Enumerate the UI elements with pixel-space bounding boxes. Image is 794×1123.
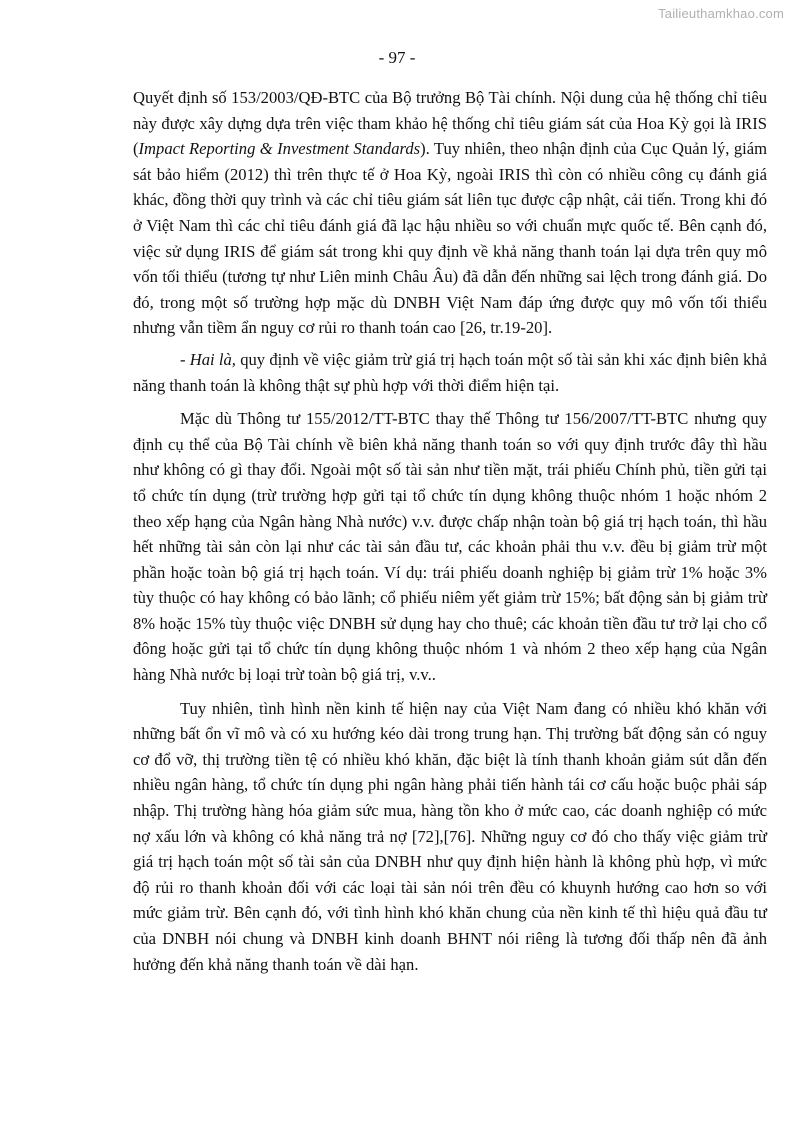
- iris-full-name: Impact Reporting & Investment Standards: [138, 139, 421, 159]
- paragraph-hai-la: [133, 347, 767, 398]
- document-body: [133, 85, 767, 977]
- hai-la-text: quy định về việc giảm trừ giá trị hạch toán một số tài sản khi xác định biên khả năng thanh toán là không thật sự phù hợp với thời điểm hiện tại.: [133, 349, 767, 395]
- watermark-text: Tailieuthamkhao.com: [658, 6, 784, 21]
- paragraph-thong-tu: Mặc dù Thông tư 155/2012/TT-BTC thay thế Thông tư 156/2007/TT-BTC nhưng quy định cụ thể của Bộ Tài chính về biên khả năng thanh toán so với quy định trước đây thì hầu như không có gì thay đổi. Ngoài một số tài sản như tiền mặt, trái phiếu Chính phủ, tiền gửi tại tổ chức tín dụng (trừ trường hợp gửi tại tổ chức tín dụng không thuộc nhóm 1 hoặc nhóm 2 theo xếp hạng của Ngân hàng Nhà nước) v.v. được chấp nhận toàn bộ giá trị hạch toán, thì hầu hết những tài sản còn lại như các tài sản đầu tư, các khoản phải thu v.v. đều bị giảm trừ một phần hoặc toàn bộ giá trị hạch toán. Ví dụ: trái phiếu doanh nghiệp bị giảm trừ 1% hoặc 3% tùy thuộc có hay không có bảo lãnh; cổ phiếu niêm yết giảm trừ 15%; bất động sản bị giảm trừ 8% hoặc 15% tùy thuộc việc DNBH sử dụng hay cho thuê; các khoản tiền đầu tư trở lại cho cổ đông hoặc gửi tại tổ chức tín dụng không thuộc nhóm 1 và nhóm 2 theo xếp hạng của Ngân hàng Nhà nước bị loại trừ toàn bộ giá trị, v.v..: [133, 409, 767, 685]
- page-number: - 97 -: [378, 48, 416, 67]
- paragraph-iris: [133, 85, 767, 341]
- hai-la-label: - Hai là,: [180, 349, 236, 369]
- paragraph-iris-text-a: Quyết định số 153/2003/QĐ-BTC của Bộ trưởng Bộ Tài chính. Nội dung của hệ thống chỉ tiêu này được xây dựng dựa trên việc tham khảo hệ thống chỉ tiêu giám sát của Hoa Kỳ gọi là IRIS (: [133, 88, 767, 159]
- paragraph-kinh-te: Tuy nhiên, tình hình nền kinh tế hiện nay của Việt Nam đang có nhiều khó khăn với những bất ổn vĩ mô và có xu hướng kéo dài trong trung hạn. Thị trường bất động sản có nguy cơ đổ vỡ, thị trường tiền tệ có nhiều khó khăn, đặc biệt là tính thanh khoản giảm sút dẫn đến nhiều ngân hàng, tổ chức tín dụng phi ngân hàng phải tiến hành tái cơ cấu hoặc buộc phải sáp nhập. Thị trường hàng hóa giảm sức mua, hàng tồn kho ở mức cao, các doanh nghiệp có mức nợ xấu lớn và không có khả năng trả nợ [72],[76]. Những nguy cơ đó cho thấy việc giảm trừ giá trị hạch toán một số tài sản của DNBH như quy định hiện hành là không phù hợp, vì mức độ rủi ro thanh khoản đối với các loại tài sản nói trên đều có khuynh hướng cao hơn so với mức giảm trừ. Bên cạnh đó, với tình hình khó khăn chung của nền kinh tế thì hiệu quả đầu tư của DNBH nói chung và DNBH kinh doanh BHNT nói riêng là tương đối thấp nên đã ảnh hưởng đến khả năng thanh toán về dài hạn.: [133, 698, 767, 974]
- paragraph-iris-text-b: ). Tuy nhiên, theo nhận định của Cục Quản lý, giám sát bảo hiểm (2012) thì trên thực tế ở Hoa Kỳ, ngoài IRIS thì còn có nhiều công cụ đánh giá khác, đồng thời quy trình và các chỉ tiêu giám sát liên tục được cập nhật, cải tiến. Trong khi đó ở Việt Nam thì các chỉ tiêu đánh giá đã lạc hậu nhiều so với chuẩn mực quốc tế. Bên cạnh đó, việc sử dụng IRIS để giám sát trong khi quy định về khả năng thanh toán lại dựa trên quy mô vốn tối thiểu (tương tự như Liên minh Châu Âu) đã dẫn đến những sai lệch trong đánh giá. Do đó, trong một số trường hợp mặc dù DNBH Việt Nam đáp ứng được quy mô vốn tối thiểu nhưng vẫn tiềm ẩn nguy cơ rủi ro thanh toán cao [26, tr.19-20].: [133, 139, 768, 338]
